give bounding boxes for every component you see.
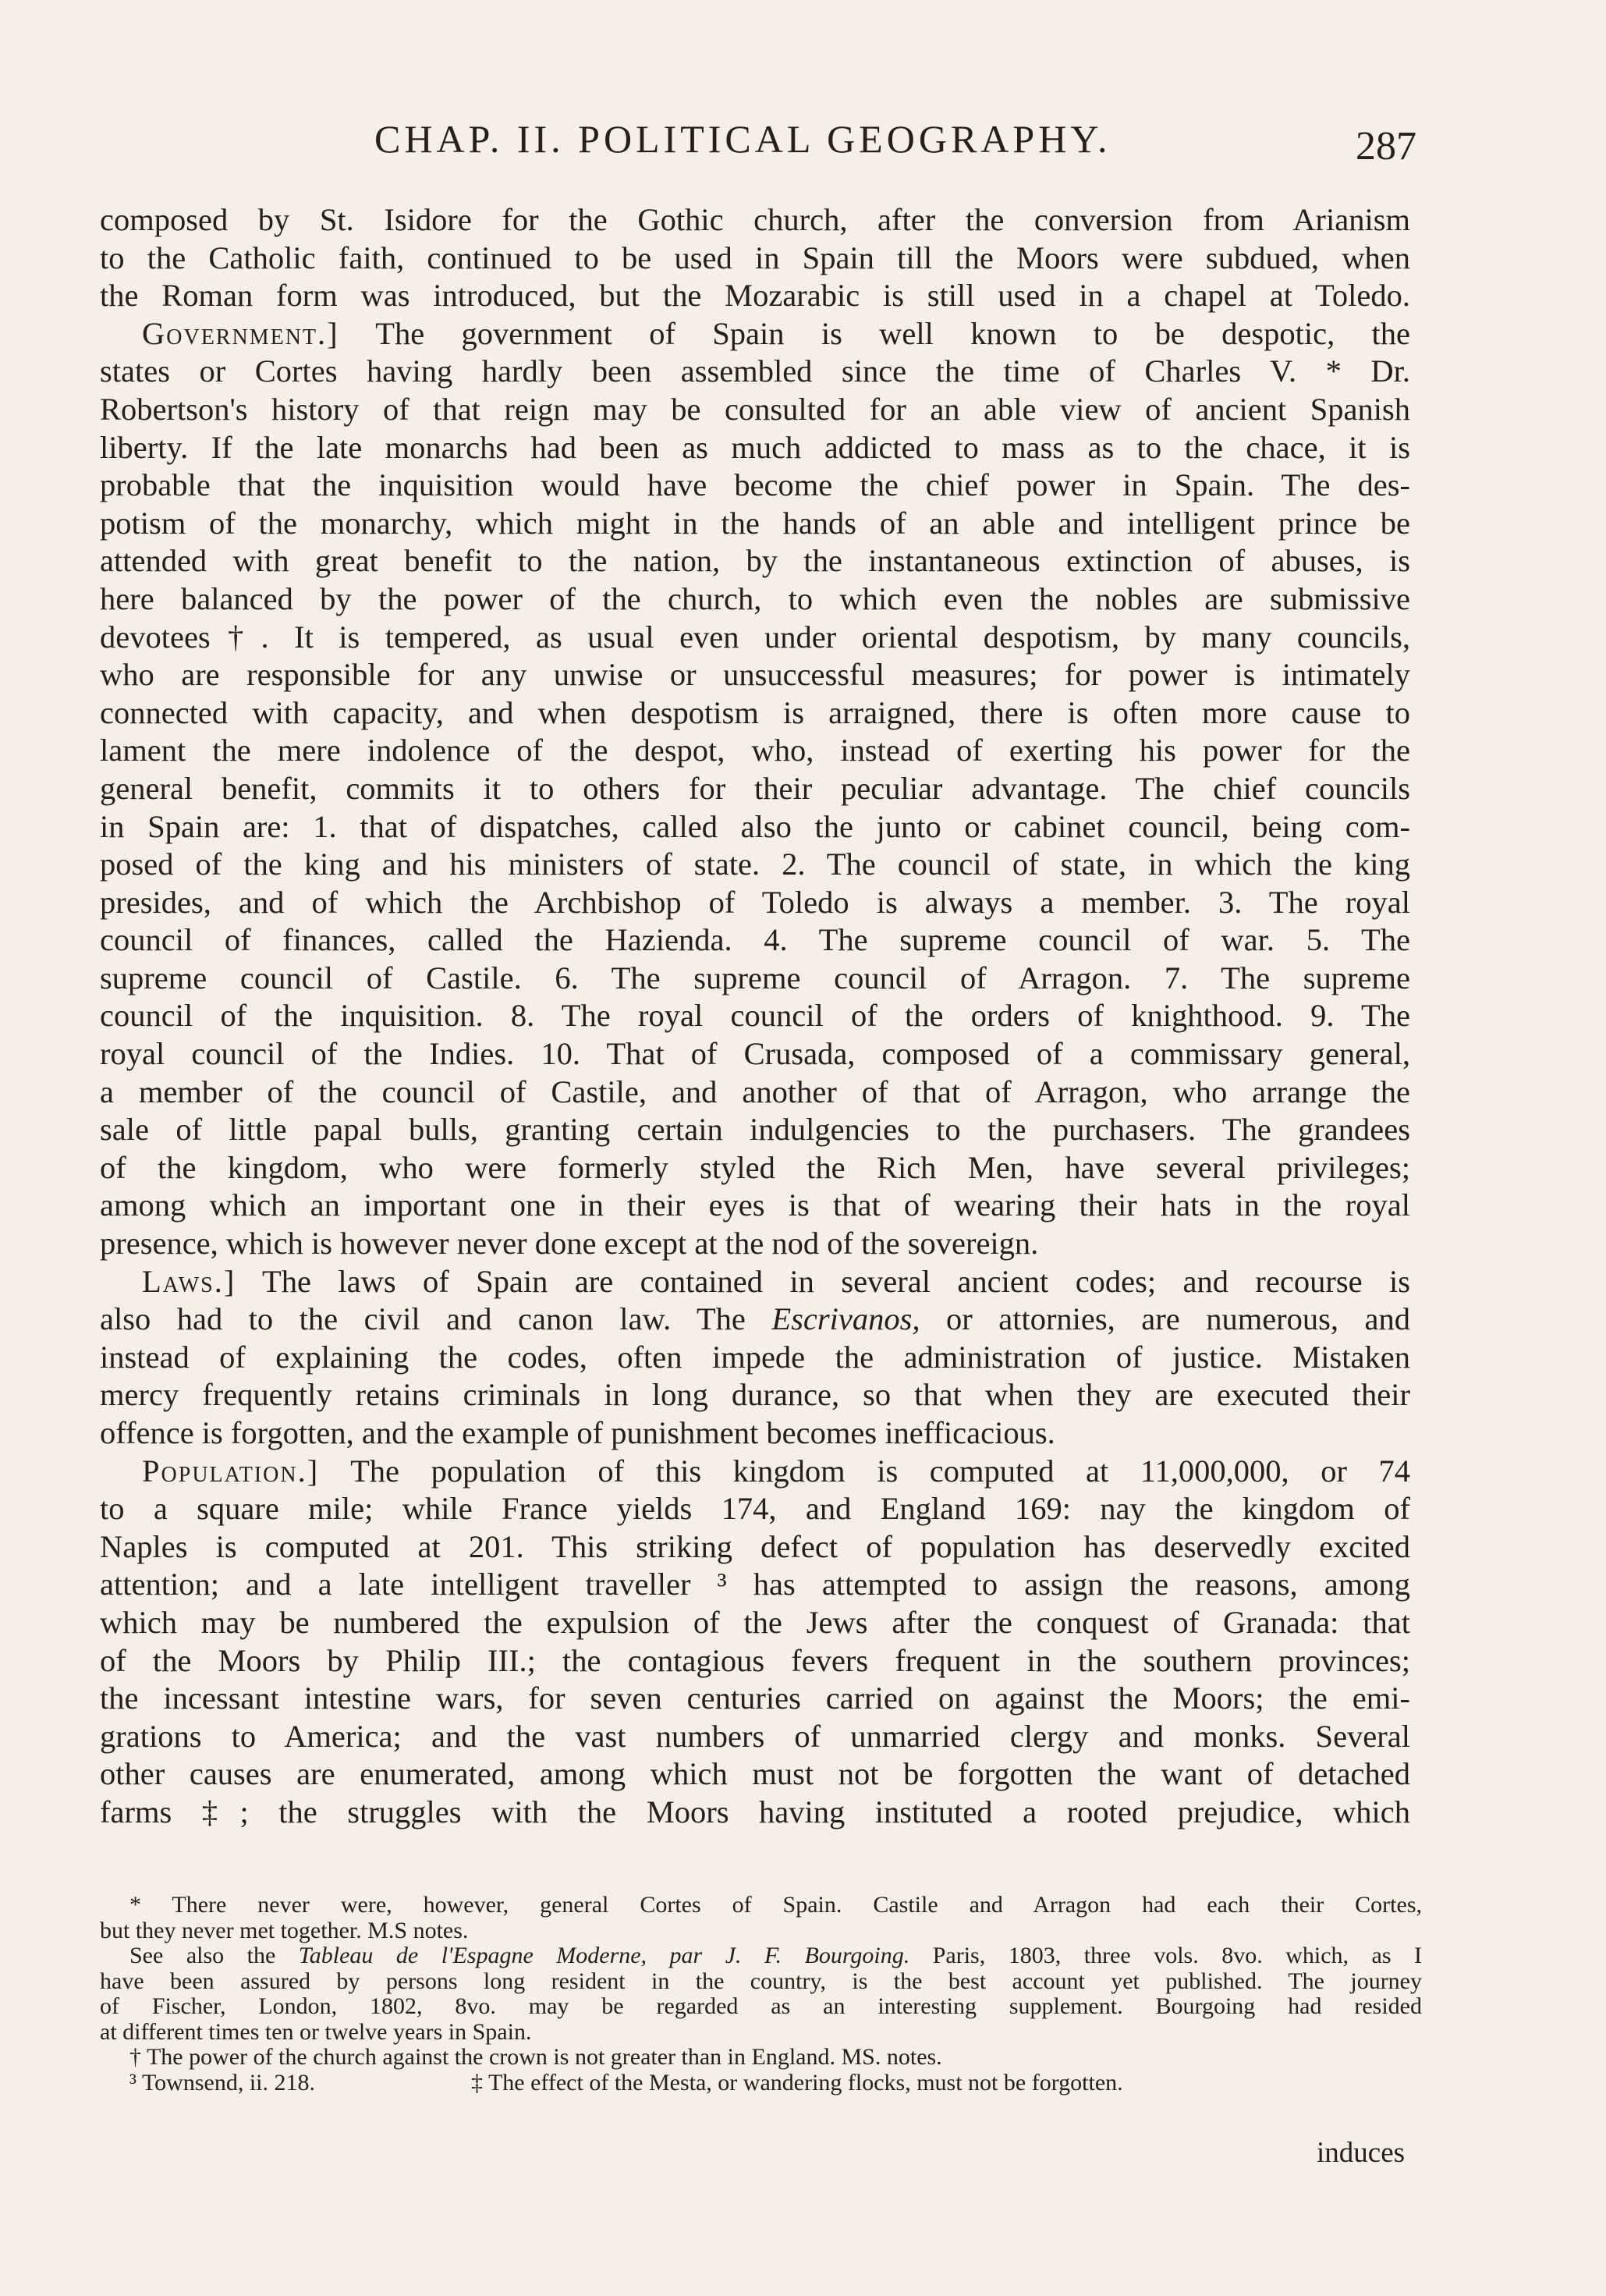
footnote-line: have been assured by persons long resident in the country, is the best account yet published. The journey	[100, 1968, 1422, 1994]
text-line: offence is forgotten, and the example of punishment becomes inefficacious.	[100, 1415, 1055, 1450]
text-line: states or Cortes having hardly been assembled since the time of Charles V. * Dr.	[100, 353, 1410, 389]
italic-term: Escrivanos,	[771, 1301, 920, 1337]
body-text	[100, 201, 1410, 1832]
text-line: probable that the inquisition would have become the chief power in Spain. The des-	[100, 467, 1410, 503]
text-line: attention; and a late intelligent traveller ³ has attempted to assign the reasons, among	[100, 1567, 1410, 1602]
text-line: Government.] The government of Spain is well known to be despotic, the	[142, 315, 1410, 351]
text-line: grations to America; and the vast numbers of unmarried clergy and monks. Several	[100, 1718, 1410, 1754]
text-line: also had to the civil and canon law. The Escrivanos, or attornies, are numerous, and	[100, 1301, 1411, 1337]
text-line: to the Catholic faith, continued to be used in Spain till the Moors were subdued, when	[100, 240, 1410, 275]
text-line: composed by St. Isidore for the Gothic church, after the conversion from Arianism	[100, 202, 1410, 237]
text-line: other causes are enumerated, among which must not be forgotten the want of detached	[100, 1756, 1410, 1792]
section-heading-population: Population.]	[142, 1453, 320, 1489]
text-line: general benefit, commits it to others for their peculiar advantage. The chief councils	[100, 770, 1410, 806]
text-line: to a square mile; while France yields 174, and England 169: nay the kingdom of	[100, 1491, 1410, 1527]
footnote-line: of Fischer, London, 1802, 8vo. may be regarded as an interesting supplement. Bourgoing had resided	[100, 1993, 1422, 2019]
catchword: induces	[1317, 2137, 1406, 2169]
section-heading-laws: Laws.]	[142, 1263, 236, 1299]
section-heading-government: Government.]	[142, 315, 339, 351]
text-line: Laws.] The laws of Spain are contained in several ancient codes; and recourse is	[142, 1263, 1410, 1299]
text-line: who are responsible for any unwise or unsuccessful measures; for power is intimately	[100, 657, 1410, 693]
text-line: supreme council of Castile. 6. The supreme council of Arragon. 7. The supreme	[100, 960, 1410, 995]
text-line: Robertson's history of that reign may be consulted for an able view of ancient Spanish	[100, 391, 1410, 427]
text-line: devotees†. It is tempered, as usual even under oriental despotism, by many councils,	[100, 619, 1410, 655]
text-line: a member of the council of Castile, and another of that of Arragon, who arrange the	[100, 1073, 1410, 1109]
text-line: mercy frequently retains criminals in long durance, so that when they are executed their	[100, 1377, 1410, 1413]
text-line: royal council of the Indies. 10. That of Crusada, composed of a commissary general,	[100, 1036, 1410, 1072]
text-line: the Roman form was introduced, but the Mozarabic is still used in a chapel at Toledo.	[100, 278, 1410, 314]
text-line: presides, and of which the Archbishop of Toledo is always a member. 3. The royal	[100, 884, 1410, 920]
text-line: sale of little papal bulls, granting certain indulgencies to the purchasers. The grandees	[100, 1112, 1410, 1148]
running-head: CHAP. II. POLITICAL GEOGRAPHY.	[374, 117, 1111, 161]
text-line: which may be numbered the expulsion of the Jews after the conquest of Granada: that	[100, 1604, 1410, 1640]
italic-title: Tableau de l'Espagne Moderne, par J. F. Bourgoing.	[298, 1943, 910, 1968]
text-line: of the Moors by Philip III.; the contagious fevers frequent in the southern provinces;	[100, 1642, 1410, 1678]
text-line: Population.] The population of this kingdom is computed at 11,000,000, or 74	[142, 1453, 1410, 1489]
text-line: instead of explaining the codes, often impede the administration of justice. Mistaken	[100, 1339, 1410, 1375]
text-line: here balanced by the power of the church, to which even the nobles are submissive	[100, 580, 1410, 616]
footnote-line: * There never were, however, general Cortes of Spain. Castile and Arragon had each their Cortes,	[129, 1892, 1422, 1918]
footnote-line: See also the Tableau de l'Espagne Moderne, par J. F. Bourgoing. Paris, 1803, three vols. 8vo. which, as I	[129, 1943, 1422, 1968]
text-line: in Spain are: 1. that of dispatches, called also the junto or cabinet council, being com-	[100, 808, 1410, 844]
footnotes	[100, 1893, 1422, 2095]
text-line: council of finances, called the Hazienda. 4. The supreme council of war. 5. The	[100, 922, 1410, 958]
text-line: of the kingdom, who were formerly styled the Rich Men, have several privileges;	[100, 1149, 1410, 1185]
text-line: farms ‡; the struggles with the Moors having instituted a rooted prejudice, which	[100, 1794, 1410, 1829]
footnote-line: but they never met together. M.S notes.	[100, 1917, 469, 1943]
text-line: Naples is computed at 201. This striking defect of population has deservedly excited	[100, 1528, 1410, 1564]
text-line: potism of the monarchy, which might in the hands of an able and intelligent prince be	[100, 505, 1410, 541]
text-line: posed of the king and his ministers of state. 2. The council of state, in which the king	[100, 846, 1410, 882]
footnote-line: ³ Townsend, ii. 218. ‡ The effect of the Mesta, or wandering flocks, must not be forgotten.	[129, 2069, 1123, 2095]
page-number: 287	[1356, 124, 1416, 169]
footnote-line: at different times ten or twelve years in Spain.	[100, 2018, 532, 2045]
text-line: presence, which is however never done except at the nod of the sovereign.	[100, 1226, 1039, 1262]
footnote-line: † The power of the church against the crown is not greater than in England. MS. notes.	[129, 2044, 942, 2070]
text-line: connected with capacity, and when despotism is arraigned, there is often more cause to	[100, 694, 1410, 730]
text-line: among which an important one in their eyes is that of wearing their hats in the royal	[100, 1187, 1410, 1223]
text-line: liberty. If the late monarchs had been as much addicted to mass as to the chace, it is	[100, 429, 1410, 465]
text-line: attended with great benefit to the nation, by the instantaneous extinction of abuses, is	[100, 543, 1410, 579]
text-line: lament the mere indolence of the despot, who, instead of exerting his power for the	[100, 733, 1410, 768]
text-line: the incessant intestine wars, for seven centuries carried on against the Moors; the emi-	[100, 1680, 1410, 1716]
text-line: council of the inquisition. 8. The royal council of the orders of knighthood. 9. The	[100, 998, 1410, 1034]
